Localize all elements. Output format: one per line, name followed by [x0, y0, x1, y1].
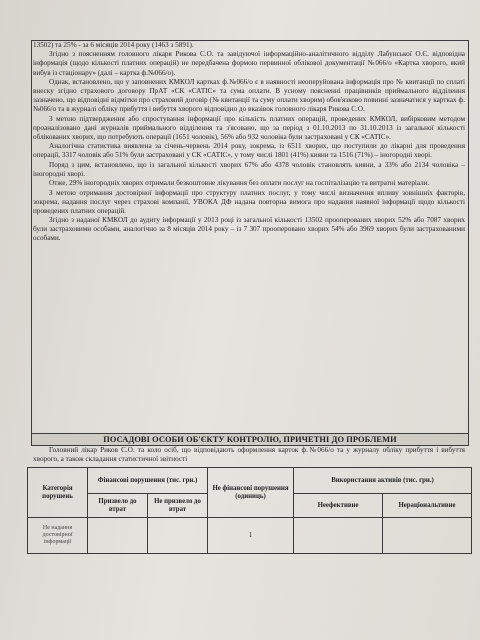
paragraph: 13502) та 25% - за 6 місяців 2014 року (1463 з 5891).	[33, 41, 194, 49]
section-paragraph: Головний лікар Риков С.О. та коло осіб, що відповідають оформлення карток ф.№066/о та у журналу обліку прибуття і вибуття хворого, а також складання статистичної звітності	[33, 446, 465, 464]
subheader-led-to-losses: Призвело до втрат	[88, 494, 148, 518]
paragraph: Згідно з поясненням головного лікаря Рикова С.О. та завідуючої інформаційно-аналітичного відділу Лабунської О.Є. відповідна інформація (щодо кількості платних операцій) не передбачена формою первинної облікової документації №066/о «Картка хворого, який вибув із стаціонару» (далі – картка ф.№066/о).	[33, 50, 465, 77]
paragraph: Поряд з цим, встановлено, що із загальної кількості хворих 67% або 4378 чоловік становлять кияни, а 33% або 2134 чоловіка – іногородні хворі.	[33, 160, 465, 178]
subheader-ineffective: Неефективне	[294, 494, 383, 518]
section-header: ПОСАДОВІ ОСОБИ ОБ'ЄКТУ КОНТРОЛЮ, ПРИЧЕТНІ ДО ПРОБЛЕМИ	[31, 434, 469, 446]
row-category: Не надання достовірної інформації	[28, 518, 88, 554]
paragraph: Однак, встановлено, що у заповнених КМКОЛ картках ф.№066/о є в наявності неоперуйована інформація про № квитанції по сплаті внеску згідно страхового договору ПрАТ «СК «САТІС» та сума оплати. В усному поясненні працівників приймального відділення зазначено, що відповідні відмітки про страховий договір (№ квитанції та суму оплати хворим) обов'язково повинні зазначатися у картках ф.№066/о та в журналі обліку прибуття і вибуття хворого відповідно до вказівок головного лікаря Рикова С.О.	[33, 77, 465, 114]
subheader-irrational: Нераціональтивне	[383, 494, 472, 518]
paragraph: З метою отримання достовірної інформації про структуру платних послуг, у тому числі визначення впливу зовнішніх факторів, зокрема, надання послуг через страхові компанії, УВОКА ДФ надана повторна вимога про надання наявної інформації щодо кількості проведених платних операцій.	[33, 188, 465, 215]
row-led	[88, 518, 148, 554]
document-body	[33, 41, 465, 243]
row-not-led	[148, 518, 208, 554]
header-nonfinancial: Не фінансові порушення (одиниць)	[208, 468, 294, 518]
header-assets: Використання активів (тис. грн.)	[294, 468, 472, 494]
paragraph: З метою підтвердження або спростування інформації про кількість платних операцій, проведених КМКОЛ, вибірковим методом проаналізовано дані журналів приймального відділення та з'ясовано, що за період з 01.10.2013 по 31.10.2013 із загальної кількості облікованих хворих, що потребують операції (1651 чоловік), 56% або 932 чоловіка були застраховані у СК «САТІС».	[33, 114, 465, 141]
header-financial: Фінансові порушення (тис. грн.)	[88, 468, 208, 494]
paragraph: Отже, 29% іногородніх хворих отримали безкоштовне лікування без оплати послуг на госпіталізацію та витратні матеріали.	[49, 179, 430, 188]
header-category: Категорія порушень	[28, 468, 88, 518]
paragraph: Аналогічна статистика виявлена за січень-червень 2014 року, зокрема, із 6511 хворих, що поступили до лікарні для проведення операції, 3317 чоловік або 51% були застраховані у СК «САТІС», у тому числі 1801 (41%) кияни та 1516 (71%) – іногородні хворі.	[33, 142, 465, 160]
row-ineffective	[294, 518, 383, 554]
responsible-officials-text	[33, 446, 465, 464]
row-nonfinancial: 1	[208, 518, 294, 554]
subheader-not-led-to-losses: Не призвело до втрат	[148, 494, 208, 518]
row-irrational	[383, 518, 472, 554]
paragraph: Згідно з наданої КМКОЛ до аудиту інформації у 2013 році із загальної кількості 13502 прооперованих хворих 52% або 7087 хворих були застраховими особами, аналогічно за 8 місяців 2014 року – із 7 307 прооперовано хворих 54% або 3969 хворих були застрахованими особами.	[33, 216, 465, 243]
violations-table	[27, 467, 472, 554]
